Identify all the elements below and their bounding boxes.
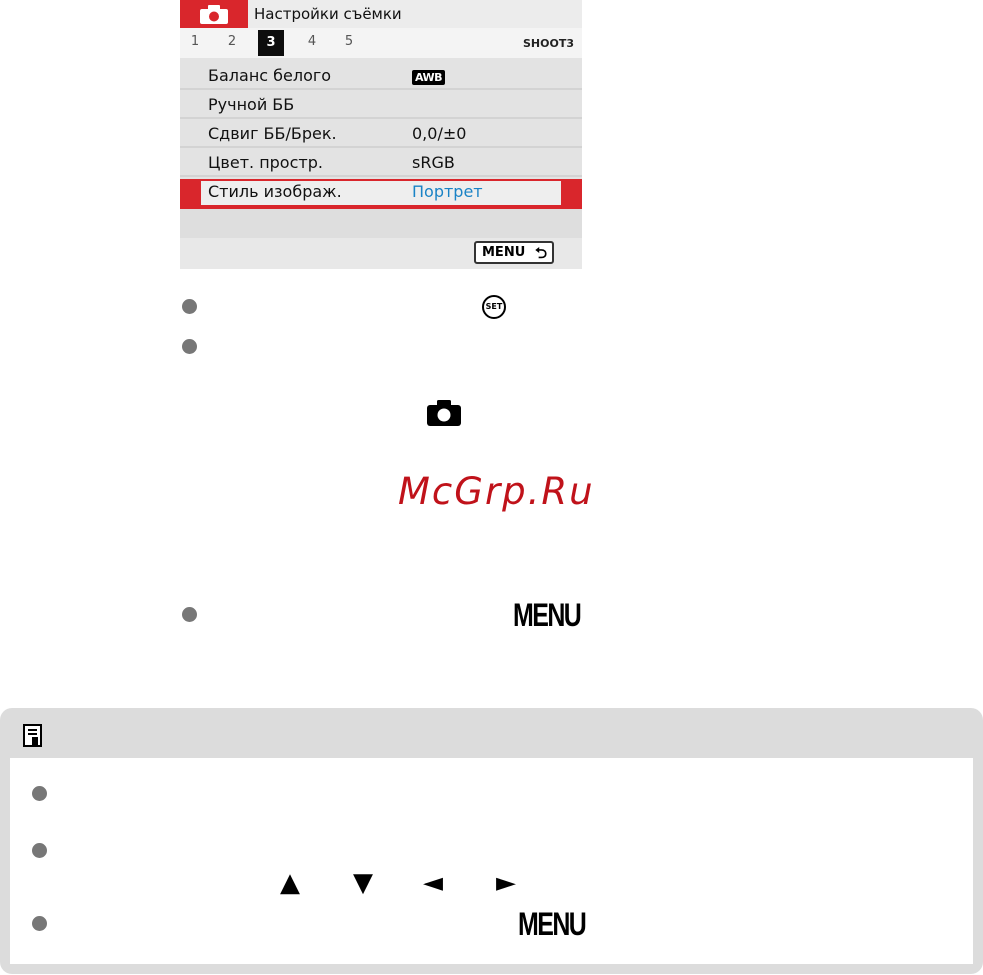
bullet-icon xyxy=(182,339,197,354)
menu-button-icon: MENU xyxy=(518,906,586,942)
note-content xyxy=(10,758,973,964)
menu-item-label: Стиль изображ. xyxy=(208,182,342,201)
menu-item-color-space[interactable] xyxy=(180,150,582,177)
bullet-icon xyxy=(182,299,197,314)
menu-item-white-balance[interactable] xyxy=(180,63,582,90)
camera-icon xyxy=(427,400,461,426)
bullet-icon xyxy=(32,843,47,858)
bullet-icon xyxy=(32,916,47,931)
menu-item-picture-style[interactable] xyxy=(180,179,582,209)
menu-item-value xyxy=(412,66,445,85)
menu-item-label: Ручной ББ xyxy=(208,95,295,114)
tab-1[interactable]: 1 xyxy=(190,34,200,49)
note-box xyxy=(0,708,983,974)
tab-number-bar xyxy=(180,28,582,58)
menu-item-label: Баланс белого xyxy=(208,66,332,85)
camera-menu-screen xyxy=(180,0,582,269)
down-arrow-icon: ▼ xyxy=(353,868,373,898)
tab-2[interactable]: 2 xyxy=(227,34,237,49)
left-arrow-icon: ◄ xyxy=(423,868,443,898)
up-arrow-icon: ▲ xyxy=(280,868,300,898)
watermark-text: McGrp.Ru xyxy=(398,470,595,513)
shooting-tab[interactable] xyxy=(180,0,248,28)
set-button-icon: SET xyxy=(482,295,506,319)
tab-4[interactable]: 4 xyxy=(307,34,317,49)
menu-back-label: MENU xyxy=(482,245,526,260)
menu-item-label: Цвет. простр. xyxy=(208,153,323,172)
camera-icon xyxy=(200,5,228,24)
bullet-icon xyxy=(182,607,197,622)
menu-footer xyxy=(180,238,582,269)
camera-menu-header xyxy=(180,0,582,28)
tab-5[interactable]: 5 xyxy=(344,34,354,49)
menu-back-button[interactable] xyxy=(474,241,554,264)
menu-item-label: Сдвиг ББ/Брек. xyxy=(208,124,337,143)
menu-item-wb-shift[interactable] xyxy=(180,121,582,148)
return-arrow-icon: ⮌ xyxy=(534,244,547,262)
selection-highlight xyxy=(201,181,561,205)
menu-item-value: Портрет xyxy=(412,182,483,201)
menu-item-custom-wb[interactable] xyxy=(180,92,582,119)
tab-3[interactable]: 3 xyxy=(258,30,284,56)
memo-icon xyxy=(23,724,43,748)
menu-item-value: 0,0/±0 xyxy=(412,124,467,143)
menu-header-title: Настройки съёмки xyxy=(254,5,402,23)
bullet-icon xyxy=(32,786,47,801)
right-arrow-icon: ► xyxy=(496,868,516,898)
menu-empty-row xyxy=(180,209,582,238)
tab-code: SHOOT3 xyxy=(523,37,574,50)
menu-button-icon: MENU xyxy=(513,597,581,633)
menu-item-value: sRGB xyxy=(412,153,455,172)
awb-icon: AWB xyxy=(412,70,445,85)
